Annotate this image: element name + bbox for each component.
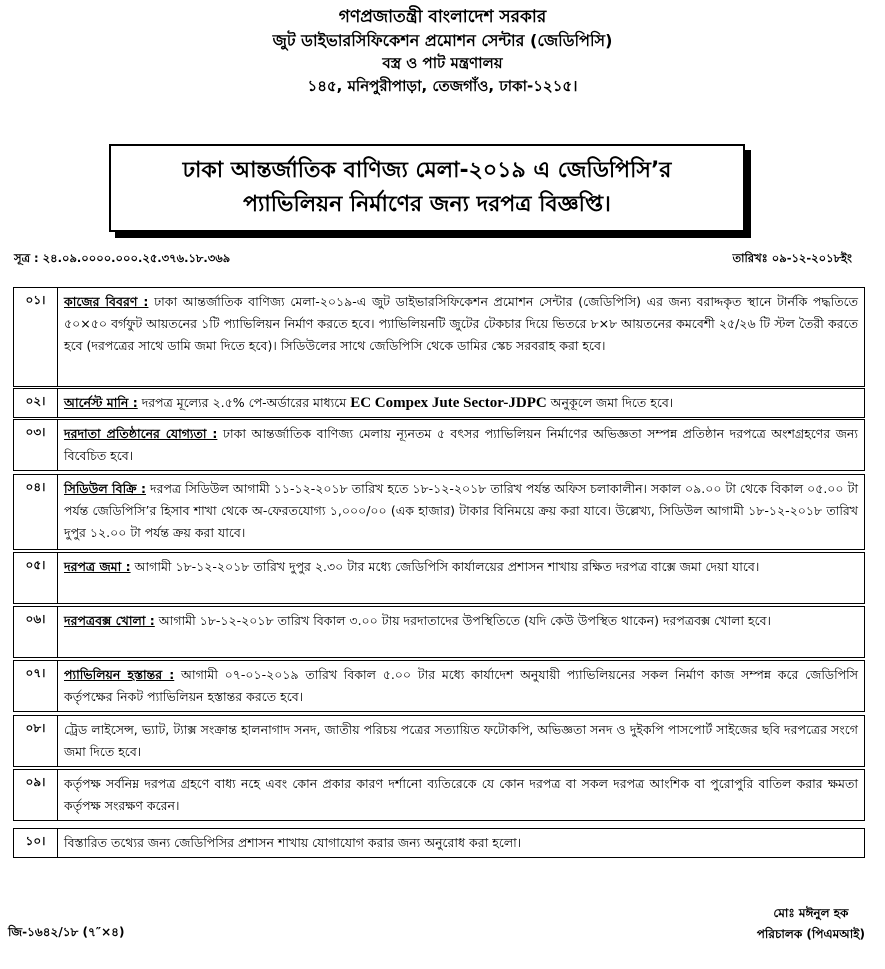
item-text-end: অনুকূলে জমা দিতে হবে।: [546, 395, 674, 410]
item-text: দরপত্র সিডিউল আগামী ১১-১২-২০১৮ তারিখ হতে ১৮-১২-২০১৮ তারিখ পর্যন্ত অফিস চলাকালীন। সকাল ০৯.০০ টা থেকে বিকাল ০৫.০০ টা পর্যন্ত জেডিপিসি’র হিসাব শাখা থেকে অ-ফেরতযোগ্য ১,০০০/০০ (এক হাজার) টাকার বিনিময়ে ক্রয় করা যাবে। উল্লেখ্য, সিডিউল আগামী ১৮-১২-২০১৮ তারিখ দুপুর ১২.০০ টা পর্যন্ত ক্রয় করা যাবে।: [64, 481, 858, 540]
organization-name: জুট ডাইভারসিফিকেশন প্রমোশন সেন্টার (জেডিপিসি): [272, 31, 613, 50]
memo-reference: সূত্র : ২৪.০৯.০০০০.০০০.২৫.৩৭৬.১৮.৩৬৯: [14, 251, 231, 265]
item-number: ০১।: [14, 288, 58, 386]
item-text: আগামী ০৭-০১-২০১৯ তারিখ বিকাল ৫.০০ টার মধ্যে কার্যাদেশ অনুযায়ী প্যাভিলিয়নের সকল নির্মাণ কাজ সম্পন্ন করে জেডিপিসি কর্তৃপক্ষের নিকট প্যাভিলিয়ন হস্তান্তর করতে হবে।: [64, 667, 859, 704]
item-body: [58, 288, 864, 386]
signatory-designation: পরিচালক (পিএমআই): [756, 927, 865, 941]
office-address: ১৪৫, মনিপুরীপাড়া, তেজগাঁও, ঢাকা-১২১৫।: [307, 77, 578, 95]
ministry-name: বস্ত্র ও পাট মন্ত্রণালয়: [382, 54, 503, 72]
item-label: প্যাভিলিয়ন হস্তান্তর :: [64, 667, 175, 682]
item-number: ০২।: [14, 389, 58, 417]
notice-item-7: [13, 660, 865, 712]
notice-item-1: [13, 287, 865, 387]
item-number: ১০।: [14, 829, 58, 857]
notice-item-9: [13, 769, 865, 821]
notice-item-5: [13, 552, 865, 604]
memo-date: তারিখঃ ০৯-১২-২০১৮ইং: [732, 251, 852, 265]
item-number: ০৬।: [14, 607, 58, 657]
notice-item-3: [13, 419, 865, 471]
item-text: বিস্তারিত তথ্যের জন্য জেডিপিসির প্রশাসন শাখায় যোগাযোগ করার জন্য অনুরোধ করা হলো।: [64, 835, 522, 850]
item-number: ০৯।: [14, 770, 58, 820]
notice-item-10: [13, 828, 865, 858]
signatory-name: মোঃ মঈনুল হক: [773, 906, 849, 920]
item-label: কাজের বিবরণ :: [64, 294, 149, 309]
payee-account-name: EC Compex Jute Sector-JDPC: [350, 395, 547, 411]
item-text: আগামী ১৮-১২-২০১৮ তারিখ বিকাল ৩.০০ টায় দরদাতাদের উপস্থিতিতে (যদি কেউ উপস্থিত থাকেন) দরপত্রবক্স খোলা হবে।: [154, 613, 772, 628]
item-body: [58, 553, 864, 603]
notice-item-4: [13, 474, 865, 550]
item-body: [58, 661, 864, 711]
item-number: ০৩।: [14, 420, 58, 470]
item-label: আর্নেস্ট মানি :: [64, 395, 138, 410]
item-body: [58, 420, 864, 470]
item-text: ঢাকা আন্তর্জাতিক বাণিজ্য মেলায় ন্যূনতম ৫ বৎসর প্যাভিলিয়ন নির্মাণের অভিজ্ঞতা সম্পন্ন প্রতিষ্ঠান দরপত্রে অংশগ্রহণের জন্য বিবেচিত হবে।: [64, 426, 859, 463]
item-label: দরপত্র জমা :: [64, 559, 131, 574]
item-text: ট্রেড লাইসেন্স, ভ্যাট, ট্যাক্স সংক্রান্ত হালনাগাদ সনদ, জাতীয় পরিচয় পত্রের সত্যায়িত ফটোকপি, অভিজ্ঞতা সনদ ও দুইকপি পাসপোর্ট সাইজের ছবি দরপত্রের সংগে জমা দিতে হবে।: [64, 722, 858, 759]
item-body: [58, 716, 864, 766]
item-text: আগামী ১৮-১২-২০১৮ তারিখ দুপুর ২.৩০ টার মধ্যে জেডিপিসি কার্যালয়ের প্রশাসন শাখায় রক্ষিত দরপত্র বাক্সে জমা দেয়া যাবে।: [130, 559, 760, 574]
item-body: [58, 475, 864, 549]
item-body: [58, 389, 864, 417]
notice-item-6: [13, 606, 865, 658]
item-label: দরপত্রবক্স খোলা :: [64, 613, 155, 628]
item-body: [58, 607, 864, 657]
notice-item-2: [13, 388, 865, 418]
notice-item-8: [13, 715, 865, 767]
item-body: [58, 829, 864, 857]
item-text: ঢাকা আন্তর্জাতিক বাণিজ্য মেলা-২০১৯-এ জুট ডাইভারসিফিকেশন প্রমোশন সেন্টার (জেডিপিসি) এর জন্য বরাদ্দকৃত স্থানে টার্নকি পদ্ধতিতে ৫০×৫০ বর্গফুট আয়তনের ১টি প্যাভিলিয়ন নির্মাণ করতে হবে। প্যাভিলিয়নটি জুটের টেকচার দিয়ে ভিতরে ৮×৮ আয়তনের কমবেশী ২৫/২৬ টি স্টল তৈরী করতে হবে (দরপত্রের সাথে ডামি জমা দিতে হবে)। সিডিউলের সাথে জেডিপিসি থেকে ডামির স্কেচ সরবরাহ করা হবে।: [64, 294, 858, 353]
government-name: গণপ্রজাতন্ত্রী বাংলাদেশ সরকার: [338, 7, 547, 27]
print-code: জি-১৬৪২/১৮ (৭″×৪): [8, 925, 125, 939]
signature-block: [757, 903, 865, 945]
notice-title-box: [109, 144, 745, 232]
item-label: দরদাতা প্রতিষ্ঠানের যোগ্যতা :: [64, 426, 218, 441]
notice-title-line-2: প্যাভিলিয়ন নির্মাণের জন্য দরপত্র বিজ্ঞপ্তি।: [243, 192, 611, 217]
item-label: সিডিউল বিক্রি :: [64, 481, 147, 496]
item-number: ০৮।: [14, 716, 58, 766]
item-text: দরপত্র মূল্যের ২.৫% পে-অর্ডারের মাধ্যমে: [137, 395, 351, 410]
notice-title-line-1: ঢাকা আন্তর্জাতিক বাণিজ্য মেলা-২০১৯ এ জেডিপিসি’র: [182, 158, 672, 183]
item-body: [58, 770, 864, 820]
item-text: কর্তৃপক্ষ সর্বনিম্ন দরপত্র গ্রহণে বাধ্য নহে এবং কোন প্রকার কারণ দর্শানো ব্যতিরেকে যে কোন দরপত্র বা সকল দরপত্র আংশিক বা পুরোপুরি বাতিল করার ক্ষমতা কর্তৃপক্ষ সংরক্ষণ করেন।: [64, 776, 858, 813]
item-number: ০৫।: [14, 553, 58, 603]
item-number: ০৭।: [14, 661, 58, 711]
item-number: ০৪।: [14, 475, 58, 549]
office-header: [0, 6, 885, 98]
